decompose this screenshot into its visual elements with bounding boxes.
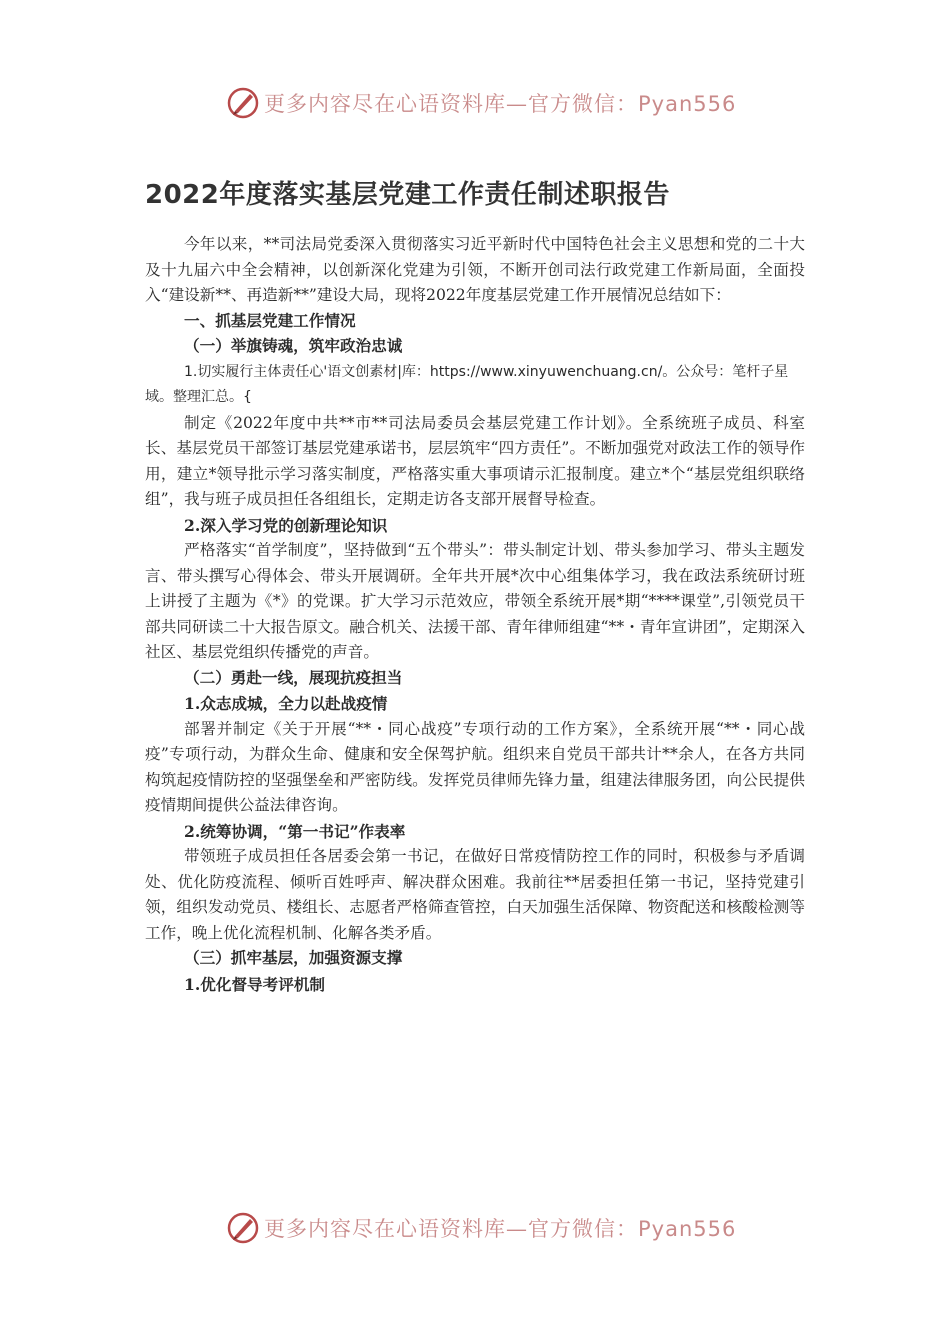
paragraph: 严格落实“首学制度”，坚持做到“五个带头”：带头制定计划、带头参加学习、带头主题发言、带头撰写心得体会、带头开展调研。全年共开展*次中心组集体学习，我在政法系统研讨班上讲授了主题为《*》的党课。扩大学习示范效应，带领全系统开展*期“****课堂”,引领党员干部共同研读二十大报告原文。融合机关、法援干部、青年律师组建“**・青年宣讲团”，定期深入社区、基层党组织传播党的声音。 [145, 541, 805, 661]
item-heading: 2.深入学习党的创新理论知识 [184, 515, 388, 535]
banner-brand: Pyan556 [638, 1217, 737, 1241]
paragraph: 带领班子成员担任各居委会第一书记，在做好日常疫情防控工作的同时，积极参与矛盾调处、优化防疫流程、倾听百姓呼声、解决群众困难。我前往**居委担任第一书记，坚持党建引领，组织发动党员、楼组长、志愿者严格筛查管控，白天加强生活保障、物资配送和核酸检测等工作，晚上优化流程机制、化解各类矛盾。 [145, 847, 805, 942]
header-banner [0, 82, 950, 126]
subsection-heading: （二）勇赴一线，展现抗疫担当 [184, 668, 403, 687]
paragraph: 部署并制定《关于开展“**・同心战疫”专项行动的工作方案》，全系统开展“**・同心战疫”专项行动，为群众生命、健康和安全保驾护航。组织来自党员干部共计**余人，在各方共同构筑起疫情防控的坚强堡垒和严密防线。发挥党员律师先锋力量，组建法律服务团，向公民提供疫情期间提供公益法律咨询。 [145, 719, 805, 814]
pen-logo-icon [226, 86, 260, 120]
section-heading: 一、抓基层党建工作情况 [184, 311, 356, 330]
item-heading: 1.优化督导考评机制 [184, 974, 326, 994]
item-heading: 1.众志成城，全力以赴战疫情 [184, 694, 388, 713]
document-title: 2022年度落实基层党建工作责任制述职报告 [145, 180, 670, 210]
banner-label: 官方微信： [528, 1217, 638, 1241]
item-heading-note: 1.切实履行主体责任心'语文创素材|库：https://www.xinyuwenchuang.cn/。公众号：笔杆子星域。整理汇总。{ [145, 363, 789, 405]
banner-label: 官方微信： [528, 92, 638, 116]
item-heading: 2.统筹协调，“第一书记”作表率 [184, 821, 406, 841]
subsection-heading: （三）抓牢基层，加强资源支撑 [184, 949, 403, 967]
banner-text: 更多内容尽在心语资料库 [264, 1217, 506, 1241]
footer-banner [0, 1207, 950, 1251]
intro-paragraph: 今年以来，**司法局党委深入贯彻落实习近平新时代中国特色社会主义思想和党的二十大及十九届六中全会精神，以创新深化党建为引领，不断开创司法行政党建工作新局面，全面投入“建设新**、再造新**”建设大局，现将2022年度基层党建工作开展情况总结如下： [145, 235, 805, 304]
banner-text: 更多内容尽在心语资料库 [264, 92, 506, 116]
banner-dash: — [506, 92, 528, 116]
subsection-heading: （一）举旗铸魂，筑牢政治忠诚 [184, 337, 403, 355]
document-body [145, 232, 805, 997]
pen-logo-icon [226, 1211, 260, 1245]
banner-dash: — [506, 1217, 528, 1241]
banner-brand: Pyan556 [638, 92, 737, 116]
paragraph: 制定《2022年度中共**市**司法局委员会基层党建工作计划》。全系统班子成员、科室长、基层党员干部签订基层党建承诺书，层层筑牢“四方责任”。不断加强党对政法工作的领导作用，建立*领导批示学习落实制度，严格落实重大事项请示汇报制度。建立*个“基层党组织联络组”，我与班子成员担任各组组长，定期走访各支部开展督导检查。 [145, 413, 805, 508]
